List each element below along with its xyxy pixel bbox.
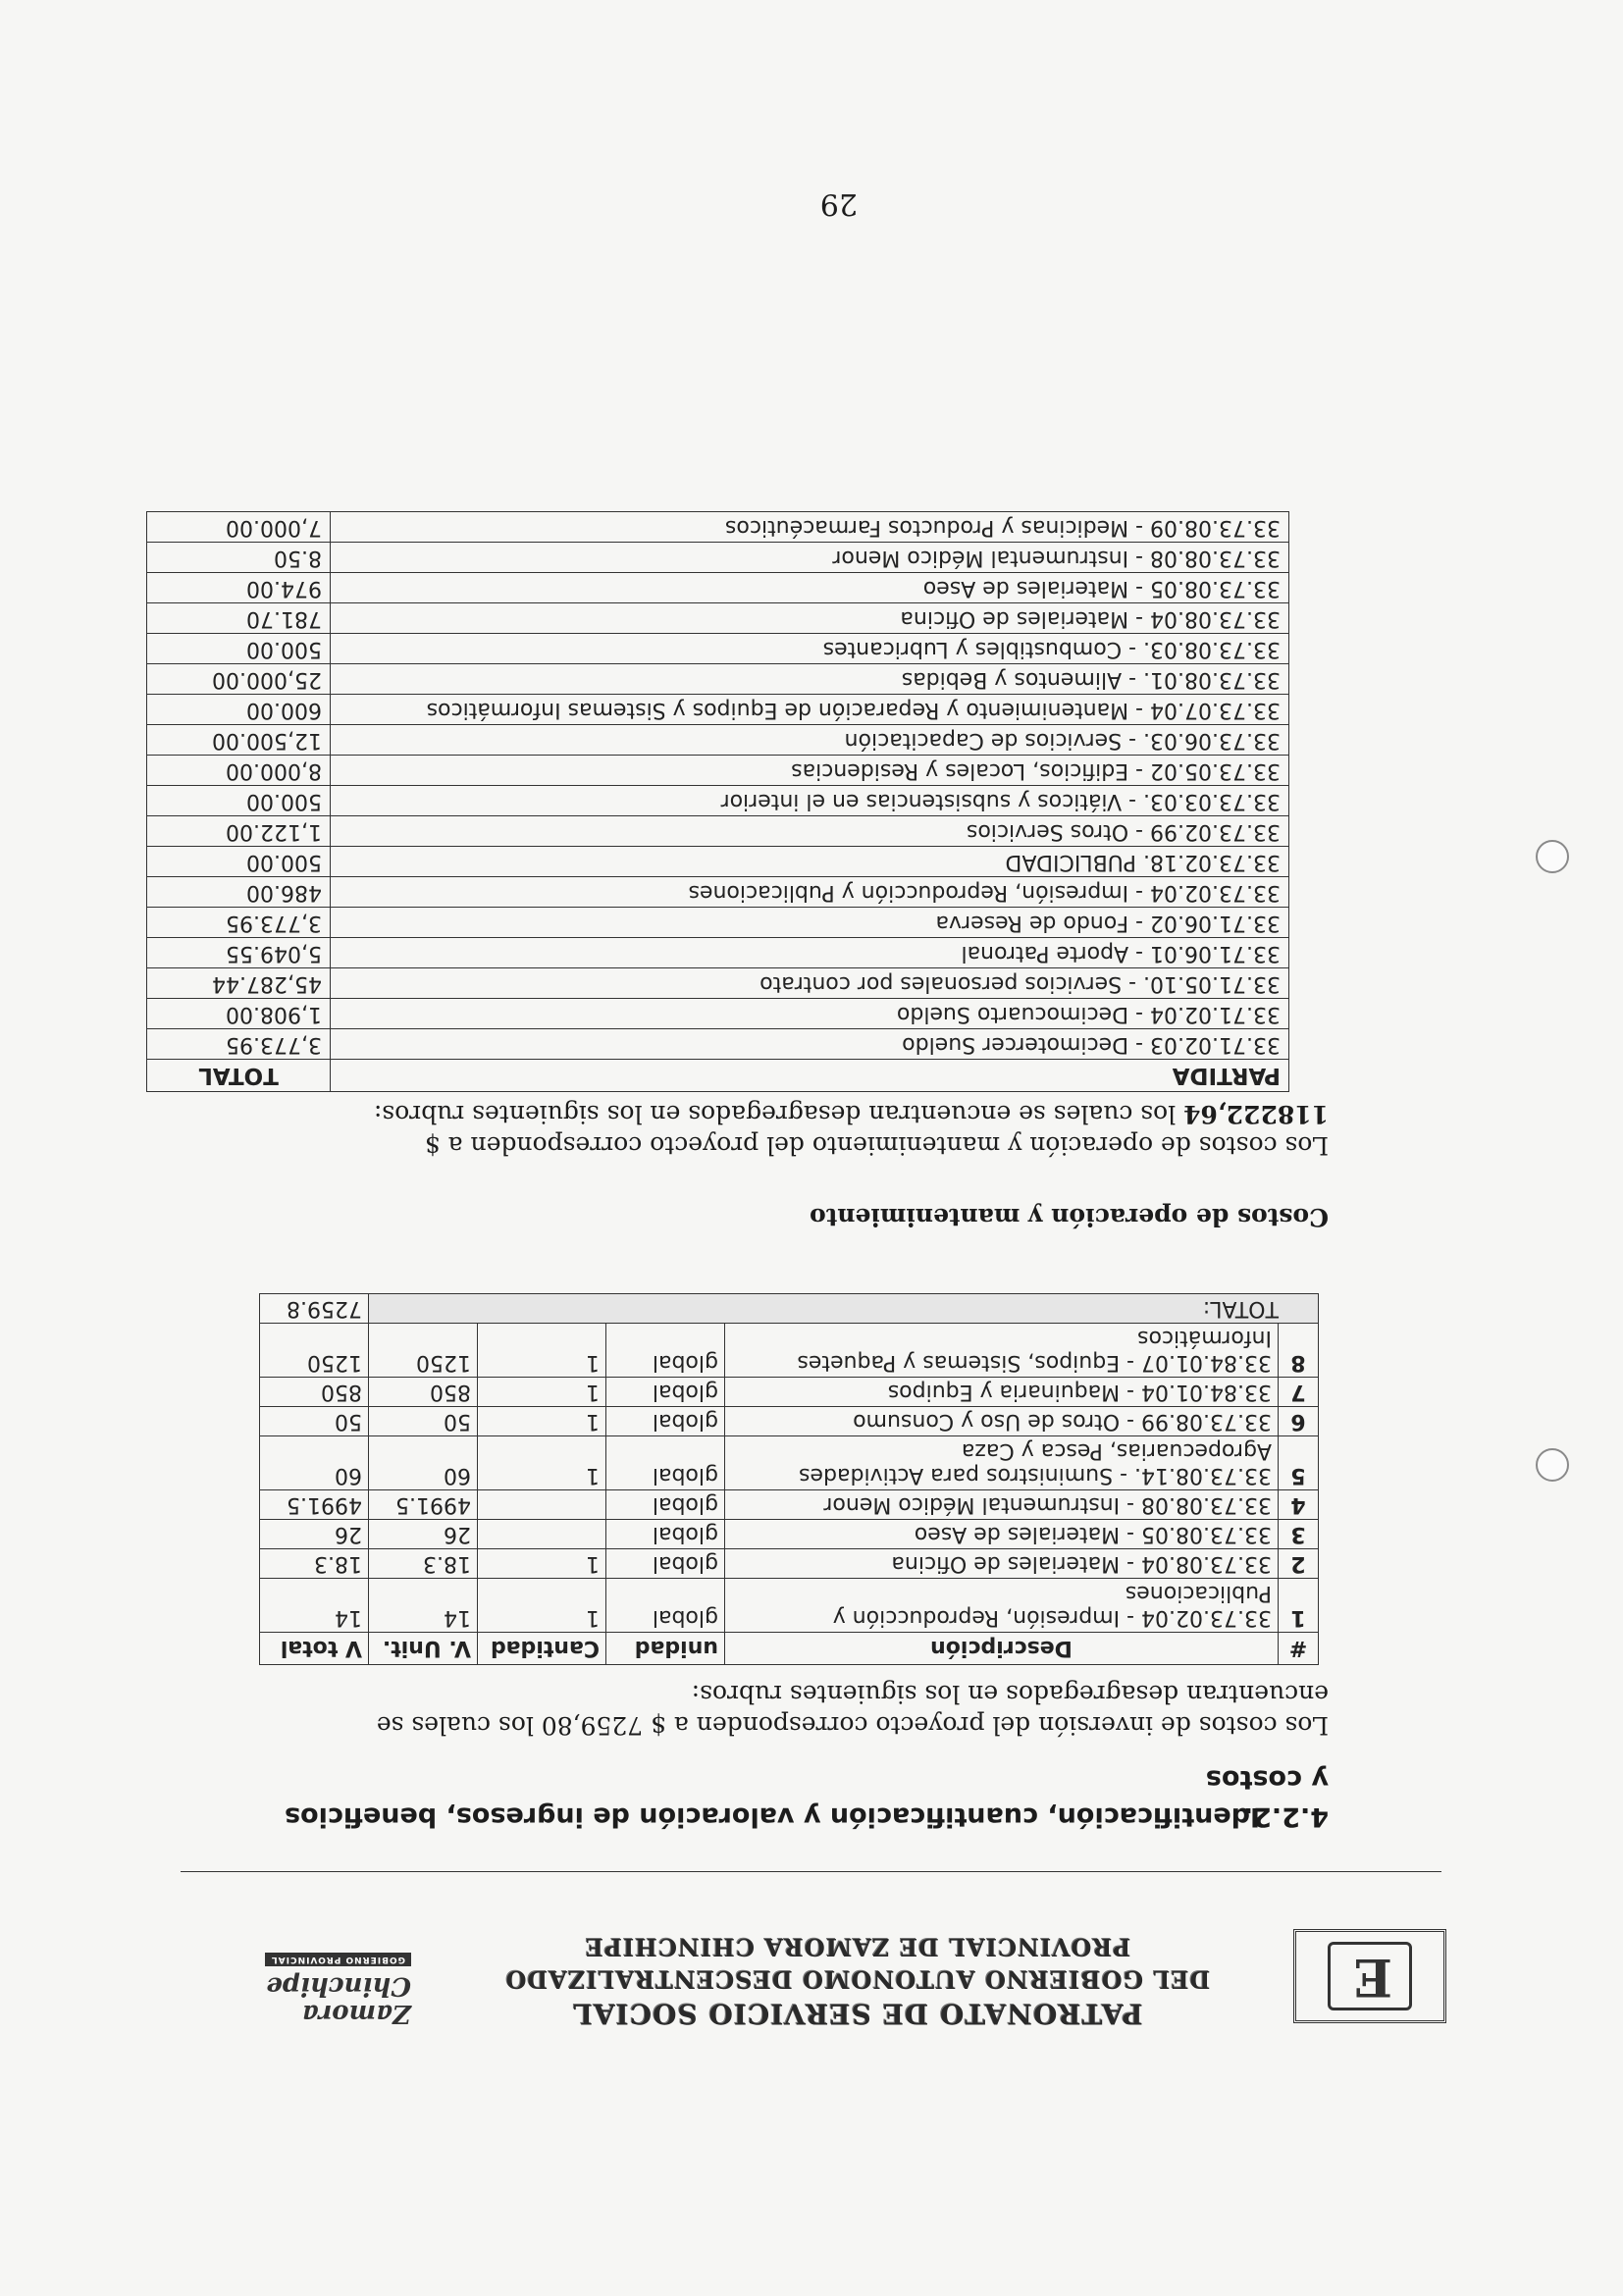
row-partida: 33.71.06.02 - Fondo de Reserva <box>331 908 1289 938</box>
row-total: 8,000.00 <box>147 756 331 786</box>
row-number: 6 <box>1279 1407 1319 1436</box>
col-unidad: unidad <box>606 1633 725 1665</box>
table-row <box>147 968 1289 999</box>
row-unit-value: 26 <box>369 1520 478 1549</box>
table-row <box>147 756 1289 786</box>
row-total: 500.00 <box>147 634 331 664</box>
row-description: 33.84.01.04 - Maquinaria y Equipos <box>725 1378 1279 1407</box>
row-partida: 33.73.08.05 - Materiales de Aseo <box>331 573 1289 603</box>
org-line-1: PATRONATO DE SERVICIO SOCIAL <box>572 1998 1143 2030</box>
row-partida: 33.73.06.03. - Servicios de Capacitación <box>331 725 1289 756</box>
investment-total-row <box>260 1294 1319 1324</box>
table-row <box>147 725 1289 756</box>
row-partida: 33.73.08.08 - Instrumental Médico Menor <box>331 543 1289 573</box>
row-total: 486.00 <box>147 877 331 908</box>
row-partida: 33.73.08.04 - Materiales de Oficina <box>331 603 1289 634</box>
row-quantity: 1 <box>478 1324 606 1378</box>
row-number: 5 <box>1279 1436 1319 1490</box>
row-unit-value: 4991.5 <box>369 1490 478 1520</box>
row-quantity: 1 <box>478 1407 606 1436</box>
section-number: 4.2.2. <box>1242 1801 1329 1832</box>
row-total: 500.00 <box>147 786 331 816</box>
row-unit-value: 18.3 <box>369 1549 478 1579</box>
row-unit: global <box>606 1407 725 1436</box>
row-description: 33.73.08.99 - Otros de Uso y Consumo <box>725 1407 1279 1436</box>
row-total: 1,122.00 <box>147 816 331 847</box>
row-partida: 33.73.08.09 - Medicinas y Productos Farmacéuticos <box>331 512 1289 543</box>
row-unit: global <box>606 1549 725 1579</box>
row-quantity <box>478 1490 606 1520</box>
letterhead <box>181 1884 1446 2031</box>
operation-heading: Costos de operación y mantenimiento <box>810 1203 1329 1231</box>
table-row <box>147 634 1289 664</box>
investment-intro: Los costos de inversión del proyecto corresponden a $ 7259,80 los cuales se encuentran desagregados en los siguientes rubros: <box>376 1680 1329 1740</box>
table-row <box>147 877 1289 908</box>
row-unit: global <box>606 1490 725 1520</box>
table-row <box>260 1490 1319 1520</box>
row-total: 1,908.00 <box>147 999 331 1029</box>
col-partida: PARTIDA <box>331 1060 1289 1092</box>
row-unit-value: 60 <box>369 1436 478 1490</box>
table-row <box>260 1520 1319 1549</box>
row-total-value: 50 <box>260 1407 369 1436</box>
row-unit-value: 50 <box>369 1407 478 1436</box>
operation-table <box>146 511 1289 1092</box>
row-total-value: 4991.5 <box>260 1490 369 1520</box>
table-row <box>147 908 1289 938</box>
row-number: 8 <box>1279 1324 1319 1378</box>
table-row <box>147 512 1289 543</box>
row-quantity: 1 <box>478 1549 606 1579</box>
row-total: 25,000.00 <box>147 664 331 695</box>
col-number: # <box>1279 1633 1319 1665</box>
org-line-3: PROVINCIAL DE ZAMORA CHINCHIPE <box>584 1933 1131 1961</box>
operation-amount: 118222,64 <box>1183 1100 1329 1128</box>
row-unit-value: 14 <box>369 1579 478 1633</box>
row-total-value: 1250 <box>260 1324 369 1378</box>
row-number: 2 <box>1279 1549 1319 1579</box>
table-row <box>147 573 1289 603</box>
row-unit: global <box>606 1324 725 1378</box>
row-total: 8.50 <box>147 543 331 573</box>
organization-name <box>465 1931 1250 2031</box>
row-number: 1 <box>1279 1579 1319 1633</box>
table-row <box>147 603 1289 634</box>
col-descripcion: Descripción <box>725 1633 1279 1665</box>
row-total-value: 26 <box>260 1520 369 1549</box>
table-row <box>147 695 1289 725</box>
row-total: 500.00 <box>147 847 331 877</box>
row-description: 33.73.08.05 - Materiales de Aseo <box>725 1520 1279 1549</box>
row-partida: 33.73.08.01. - Alimentos y Bebidas <box>331 664 1289 695</box>
table-row <box>147 847 1289 877</box>
row-total: 7,000.00 <box>147 512 331 543</box>
row-number: 7 <box>1279 1378 1319 1407</box>
row-quantity: 1 <box>478 1579 606 1633</box>
table-row <box>147 786 1289 816</box>
row-partida: 33.73.08.03. - Combustibles y Lubricantes <box>331 634 1289 664</box>
row-total: 12,500.00 <box>147 725 331 756</box>
row-description: 33.84.01.07 - Equipos, Sistemas y Paquetes Informáticos <box>725 1324 1279 1378</box>
row-unit: global <box>606 1378 725 1407</box>
table-row <box>260 1549 1319 1579</box>
table-row <box>147 1029 1289 1060</box>
row-total-value: 850 <box>260 1378 369 1407</box>
row-description: 33.73.08.08 - Instrumental Médico Menor <box>725 1490 1279 1520</box>
row-total: 45,287.44 <box>147 968 331 999</box>
row-total: 3,773.95 <box>147 1029 331 1060</box>
org-line-2: DEL GOBIERNO AUTONOMO DESCENTRALIZADO <box>504 1965 1211 1994</box>
table-row <box>260 1579 1319 1633</box>
col-total: TOTAL <box>147 1060 331 1092</box>
row-description: 33.73.08.14. - Suministros para Actividades Agropecuarias, Pesca y Caza <box>725 1436 1279 1490</box>
row-description: 33.73.02.04 - Impresión, Reproducción y Publicaciones <box>725 1579 1279 1633</box>
table-row <box>260 1436 1319 1490</box>
section-title <box>279 1760 1329 1835</box>
punch-hole-top <box>1536 1448 1569 1482</box>
row-quantity: 1 <box>478 1436 606 1490</box>
operation-intro: Los costos de operación y mantenimiento del proyecto corresponden a $ 118222,64 los cuales se encuentran desagregados en los siguientes rubros: <box>373 1100 1329 1160</box>
col-vunit: V. Unit. <box>369 1633 478 1665</box>
row-unit-value: 1250 <box>369 1324 478 1378</box>
row-quantity <box>478 1520 606 1549</box>
row-unit: global <box>606 1436 725 1490</box>
row-total: 781.70 <box>147 603 331 634</box>
row-partida: 33.73.05.02 - Edificios, Locales y Residencias <box>331 756 1289 786</box>
institution-emblem-icon: E <box>1293 1929 1446 2023</box>
row-total-value: 18.3 <box>260 1549 369 1579</box>
col-vtotal: V total <box>260 1633 369 1665</box>
punch-hole-bottom <box>1536 840 1569 873</box>
row-unit-value: 850 <box>369 1378 478 1407</box>
row-total-value: 60 <box>260 1436 369 1490</box>
row-total-value: 14 <box>260 1579 369 1633</box>
operation-table-header <box>147 1060 1289 1092</box>
row-total: 3,773.95 <box>147 908 331 938</box>
row-partida: 33.73.07.04 - Mantenimiento y Reparación de Equipos y Sistemas Informáticos <box>331 695 1289 725</box>
investment-total-value: 7259.8 <box>260 1294 369 1324</box>
table-row <box>260 1324 1319 1378</box>
table-row <box>147 938 1289 968</box>
table-row <box>260 1378 1319 1407</box>
row-total: 600.00 <box>147 695 331 725</box>
section-title-text: Identificación, cuantificación y valoración de ingresos, beneficios y costos <box>285 1764 1329 1832</box>
row-description: 33.73.08.04 - Materiales de Oficina <box>725 1549 1279 1579</box>
row-total: 5,049.55 <box>147 938 331 968</box>
header-divider <box>181 1871 1441 1872</box>
row-total: 974.00 <box>147 573 331 603</box>
row-unit: global <box>606 1579 725 1633</box>
row-partida: 33.73.02.99 - Otros Servicios <box>331 816 1289 847</box>
row-unit: global <box>606 1520 725 1549</box>
table-row <box>147 999 1289 1029</box>
provincial-logo: Zamora Chinchipe GOBIERNO PROVINCIAL <box>266 1955 411 2028</box>
row-partida: 33.73.02.18. PUBLICIDAD <box>331 847 1289 877</box>
table-row <box>147 664 1289 695</box>
investment-total-label: TOTAL: <box>369 1294 1319 1324</box>
page-number: 29 <box>819 186 858 221</box>
investment-table <box>259 1293 1319 1665</box>
row-partida: 33.71.06.01 - Aporte Patronal <box>331 938 1289 968</box>
row-partida: 33.73.03.03. - Viáticos y subsistencias en el interior <box>331 786 1289 816</box>
row-partida: 33.71.02.03 - Decimotercer Sueldo <box>331 1029 1289 1060</box>
table-row <box>147 816 1289 847</box>
row-partida: 33.71.05.10. - Servicios personales por contrato <box>331 968 1289 999</box>
row-number: 3 <box>1279 1520 1319 1549</box>
table-row <box>260 1407 1319 1436</box>
table-row <box>147 543 1289 573</box>
row-number: 4 <box>1279 1490 1319 1520</box>
row-partida: 33.73.02.04 - Impresión, Reproducción y Publicaciones <box>331 877 1289 908</box>
row-quantity: 1 <box>478 1378 606 1407</box>
col-cantidad: Cantidad <box>478 1633 606 1665</box>
investment-table-header <box>260 1633 1319 1665</box>
row-partida: 33.71.02.04 - Decimocuarto Sueldo <box>331 999 1289 1029</box>
